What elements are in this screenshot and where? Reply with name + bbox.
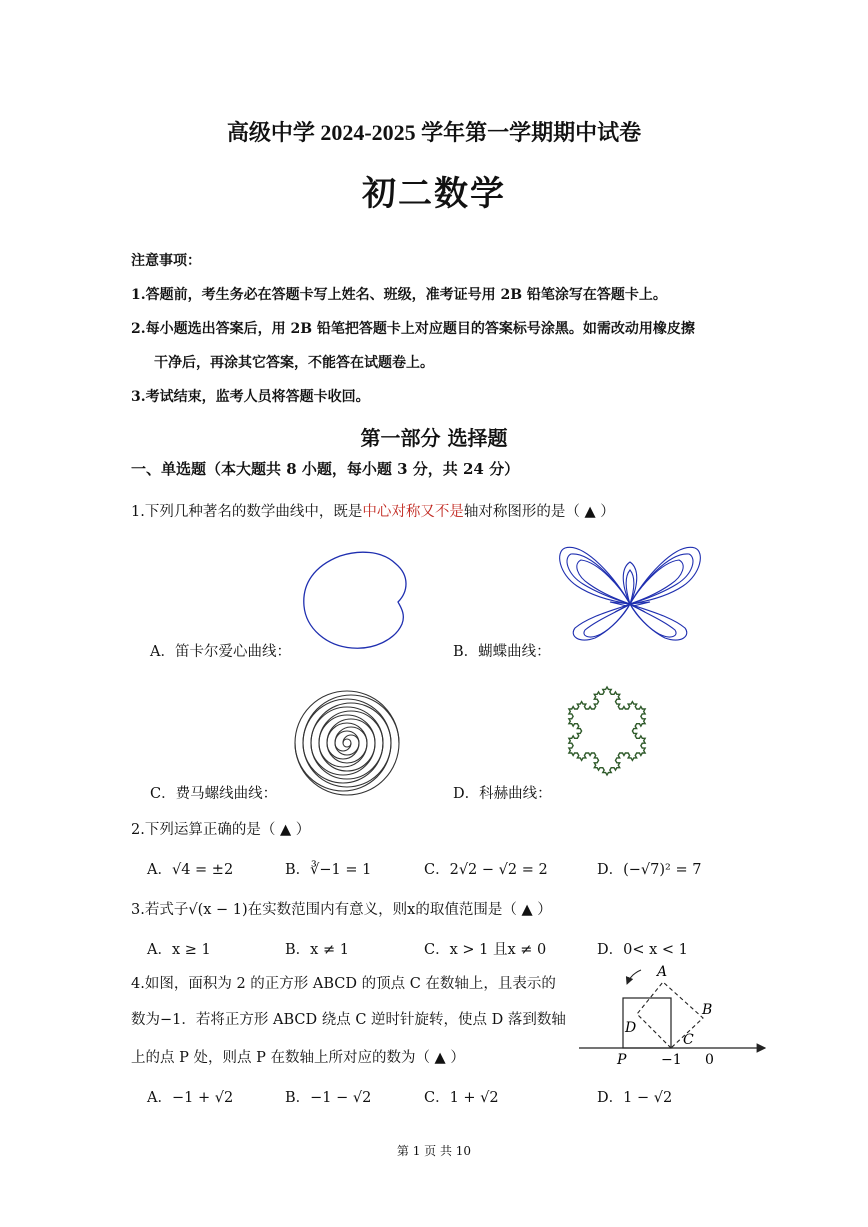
question-2-option-c: C．2√2 − √2 = 2 (424, 862, 548, 878)
square-rotation-figure (575, 960, 771, 1070)
question-4-line-2: 数为−1．若将正方形 ABCD 绕点 C 逆时针旋转，使点 D 落到数轴 (131, 1012, 566, 1028)
question-1-prefix: 1.下列几种著名的数学曲线中，既是 (131, 504, 363, 520)
question-4-option-a: A．−1 + √2 (147, 1090, 234, 1106)
question-1-option-c: C．费马螺线曲线： (150, 786, 278, 802)
question-3-option-b: B．x ≠ 1 (285, 942, 349, 958)
question-2-option-b: B．∛−1 = 1 (285, 862, 372, 878)
figure-label-b: B (702, 1002, 713, 1018)
question-2-stem: 2.下列运算正确的是（ ▲ ） (131, 822, 311, 838)
notice-item-3: 3.考试结束，监考人员将答题卡收回。 (131, 389, 370, 405)
figure-label-minus-one: −1 (661, 1052, 682, 1068)
question-1-highlight: 中心对称又不是 (362, 504, 464, 520)
notice-item-1: 1.答题前，考生务必在答题卡写上姓名、班级，准考证号用 2B 铅笔涂写在答题卡上。 (131, 287, 667, 303)
fermat-spiral-figure (286, 682, 408, 804)
question-1-option-d: D．科赫曲线： (453, 786, 552, 802)
rotation-arrow-icon (627, 970, 641, 984)
notice-heading: 注意事项： (131, 253, 201, 269)
question-4-option-c: C．1 + √2 (424, 1090, 499, 1106)
cardioid-curve-figure (296, 548, 414, 652)
question-1-option-b: B．蝴蝶曲线： (453, 644, 551, 660)
question-3-stem: 3.若式子√(x − 1)在实数范围内有意义，则x的取值范围是（ ▲ ） (131, 902, 552, 918)
question-1-option-a: A．笛卡尔爱心曲线： (150, 644, 291, 660)
question-3-option-c: C．x > 1 且x ≠ 0 (424, 942, 547, 958)
question-1-stem (131, 500, 615, 521)
notice-item-2-line-2: 干净后，再涂其它答案，不能答在试题卷上。 (154, 355, 434, 371)
section-heading: 一、单选题（本大题共 8 小题，每小题 3 分，共 24 分） (131, 460, 520, 478)
question-4-option-d: D．1 − √2 (597, 1090, 673, 1106)
question-3-option-a: A．x ≥ 1 (147, 942, 211, 958)
figure-label-p: P (617, 1052, 627, 1068)
question-2-option-a: A．√4 = ±2 (147, 862, 234, 878)
figure-label-c: C (683, 1032, 694, 1048)
figure-label-d: D (625, 1020, 637, 1036)
subject-title: 初二数学 (362, 174, 506, 214)
figure-label-zero: 0 (705, 1052, 714, 1068)
question-3-option-d: D．0< x < 1 (597, 942, 688, 958)
koch-snowflake-figure (548, 668, 666, 794)
question-4-option-b: B．−1 − √2 (285, 1090, 372, 1106)
question-2-option-d: D．(−√7)² = 7 (597, 862, 702, 878)
page-footer: 第 1 页 共 10 (396, 1144, 472, 1158)
question-4-line-3: 上的点 P 处，则点 P 在数轴上所对应的数为（ ▲ ） (131, 1050, 465, 1066)
figure-label-a: A (657, 964, 668, 980)
question-1-suffix: 轴对称图形的是（ ▲ ） (463, 504, 615, 520)
notice-item-2-line-1: 2.每小题选出答案后，用 2B 铅笔把答题卡上对应题目的答案标号涂黑。如需改动用橡皮擦 (131, 321, 695, 337)
part-title: 第一部分 选择题 (360, 426, 508, 450)
exam-title: 高级中学 2024-2025 学年第一学期期中试卷 (226, 120, 642, 145)
question-4-line-1: 4.如图，面积为 2 的正方形 ABCD 的顶点 C 在数轴上，且表示的 (131, 976, 556, 992)
butterfly-curve-figure (555, 540, 705, 650)
